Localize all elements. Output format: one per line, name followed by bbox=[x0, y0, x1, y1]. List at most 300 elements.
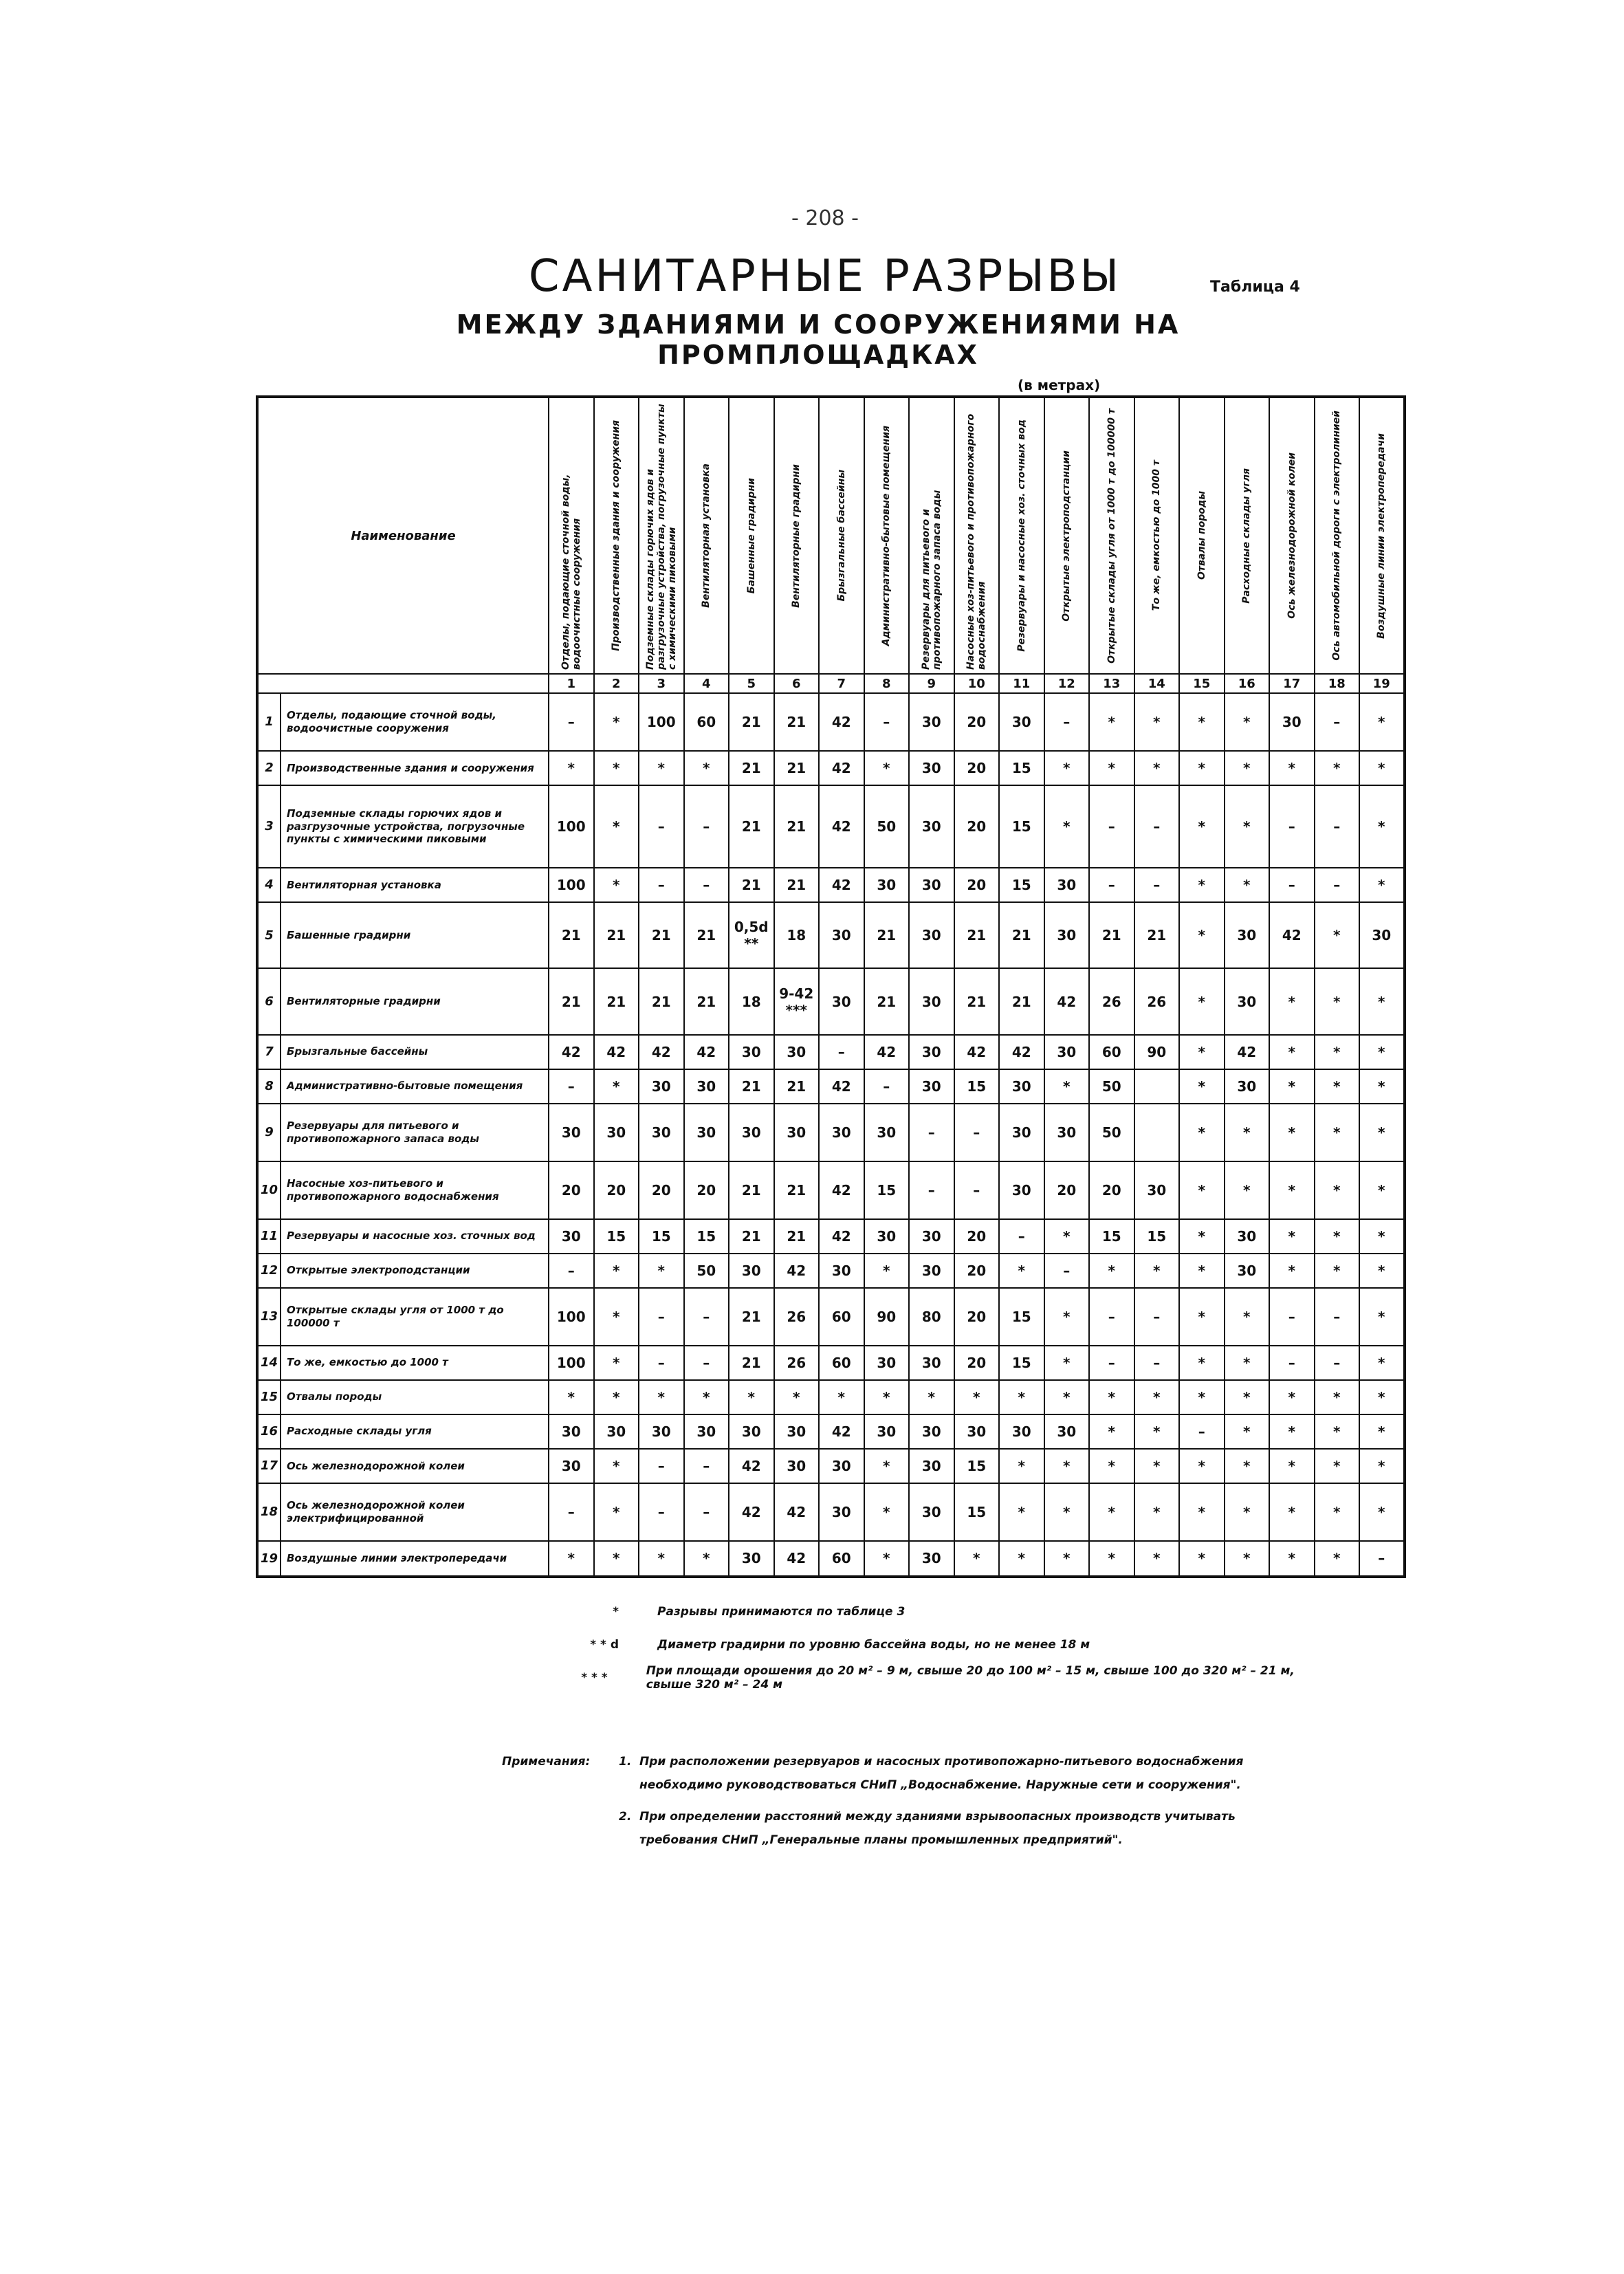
table-cell: * bbox=[1044, 1449, 1090, 1483]
table-cell: 21 bbox=[549, 968, 594, 1034]
legend-symbol: * * * bbox=[581, 1671, 608, 1685]
column-number: 19 bbox=[1359, 674, 1405, 693]
table-cell: * bbox=[1044, 1219, 1090, 1254]
table-cell: 20 bbox=[954, 751, 1000, 785]
table-cell: – bbox=[639, 1288, 684, 1346]
table-cell: 15 bbox=[999, 1288, 1044, 1346]
table-cell: 42 bbox=[774, 1541, 820, 1577]
table-cell: * bbox=[1359, 968, 1405, 1034]
table-cell: * bbox=[594, 1380, 639, 1414]
row-number: 6 bbox=[257, 968, 281, 1034]
column-header-12 bbox=[1044, 397, 1090, 674]
table-cell: 30 bbox=[594, 1104, 639, 1161]
page-number: - 208 - bbox=[791, 206, 859, 230]
table-cell: * bbox=[639, 1541, 684, 1577]
table-cell: * bbox=[1359, 1414, 1405, 1449]
table-cell: * bbox=[864, 751, 910, 785]
table-cell: * bbox=[1269, 1161, 1315, 1219]
row-name: Расходные склады угля bbox=[281, 1414, 549, 1449]
table-cell: * bbox=[864, 1254, 910, 1288]
table-cell: 30 bbox=[1044, 902, 1090, 968]
table-cell: 30 bbox=[549, 1414, 594, 1449]
column-header-label: Подземные склады горючих ядов и разгрузочные устройства, погрузочные пункты с химическими пиковыми bbox=[644, 404, 678, 670]
table-cell: * bbox=[1044, 1346, 1090, 1380]
table-cell: 9-42 *** bbox=[774, 968, 820, 1034]
table-cell: * bbox=[1269, 1104, 1315, 1161]
legend-item bbox=[550, 1628, 1306, 1661]
table-cell: * bbox=[1179, 1104, 1225, 1161]
column-header-10 bbox=[954, 397, 1000, 674]
table-cell: 21 bbox=[729, 1161, 774, 1219]
table-row bbox=[257, 1069, 1405, 1104]
table-cell: 21 bbox=[774, 1161, 820, 1219]
table-cell: * bbox=[594, 1254, 639, 1288]
table-row bbox=[257, 1414, 1405, 1449]
table-cell: – bbox=[1359, 1541, 1405, 1577]
table-row bbox=[257, 902, 1405, 968]
table-cell: 21 bbox=[594, 968, 639, 1034]
table-cell: * bbox=[1179, 751, 1225, 785]
row-name: Вентиляторная установка bbox=[281, 868, 549, 902]
table-cell: 42 bbox=[1269, 902, 1315, 968]
column-number: 15 bbox=[1179, 674, 1225, 693]
table-cell: * bbox=[1359, 1346, 1405, 1380]
table-cell: – bbox=[819, 1035, 864, 1069]
table-cell: * bbox=[684, 1541, 729, 1577]
note-number: 2. bbox=[619, 1810, 632, 1824]
table-cell: 42 bbox=[819, 1161, 864, 1219]
table-cell: * bbox=[1359, 1069, 1405, 1104]
table-cell: * bbox=[1359, 751, 1405, 785]
table-cell: 20 bbox=[954, 1346, 1000, 1380]
table-cell: 42 bbox=[819, 693, 864, 751]
table-cell: – bbox=[1089, 868, 1134, 902]
table-cell: 21 bbox=[774, 1069, 820, 1104]
table-row bbox=[257, 785, 1405, 868]
table-cell: * bbox=[1225, 868, 1270, 902]
table-cell: 15 bbox=[1134, 1219, 1180, 1254]
table-cell: * bbox=[1044, 1069, 1090, 1104]
table-cell: * bbox=[684, 751, 729, 785]
table-cell: * bbox=[1134, 751, 1180, 785]
table-cell: * bbox=[1269, 1483, 1315, 1541]
table-cell: 30 bbox=[729, 1254, 774, 1288]
table-cell: 42 bbox=[1225, 1035, 1270, 1069]
table-cell: 30 bbox=[909, 902, 954, 968]
table-cell: * bbox=[1089, 1254, 1134, 1288]
table-cell: 30 bbox=[864, 1346, 910, 1380]
table-cell: * bbox=[1269, 1035, 1315, 1069]
table-cell: 21 bbox=[774, 785, 820, 868]
table-row bbox=[257, 1035, 1405, 1069]
column-header-8 bbox=[864, 397, 910, 674]
column-header-label: Насосные хоз-питьевого и противопожарного водоснабжения bbox=[965, 413, 988, 670]
table-cell: 30 bbox=[774, 1414, 820, 1449]
column-number: 8 bbox=[864, 674, 910, 693]
row-name: Административно-бытовые помещения bbox=[281, 1069, 549, 1104]
column-number: 3 bbox=[639, 674, 684, 693]
column-header-label: Открытые склады угля от 1000 т до 100000 т bbox=[1106, 408, 1117, 664]
legend-symbol: * * d bbox=[590, 1638, 619, 1652]
table-cell: 21 bbox=[729, 785, 774, 868]
table-cell: * bbox=[864, 1541, 910, 1577]
table-cell: * bbox=[1359, 785, 1405, 868]
table-cell: * bbox=[1225, 693, 1270, 751]
table-cell: – bbox=[954, 1104, 1000, 1161]
column-number: 1 bbox=[549, 674, 594, 693]
table-cell: * bbox=[819, 1380, 864, 1414]
table-cell: * bbox=[1359, 1254, 1405, 1288]
row-number: 7 bbox=[257, 1035, 281, 1069]
table-cell: – bbox=[684, 868, 729, 902]
table-cell: – bbox=[639, 1346, 684, 1380]
table-cell: 42 bbox=[819, 1069, 864, 1104]
table-cell: * bbox=[1225, 1541, 1270, 1577]
table-cell: – bbox=[549, 1254, 594, 1288]
note-item bbox=[619, 1750, 1244, 1797]
column-header-label: Открытые электроподстанции bbox=[1061, 450, 1073, 622]
table-cell: 20 bbox=[954, 868, 1000, 902]
table-cell: 30 bbox=[864, 1414, 910, 1449]
row-number: 1 bbox=[257, 693, 281, 751]
table-cell: 30 bbox=[909, 1541, 954, 1577]
table-cell: * bbox=[954, 1380, 1000, 1414]
table-cell: 30 bbox=[819, 1254, 864, 1288]
table-cell: 21 bbox=[729, 1219, 774, 1254]
table-cell: 21 bbox=[729, 1346, 774, 1380]
table-cell: 30 bbox=[819, 1449, 864, 1483]
table-cell: 30 bbox=[909, 1254, 954, 1288]
table-cell: – bbox=[1134, 1288, 1180, 1346]
row-name: Резервуары для питьевого и противопожарного запаса воды bbox=[281, 1104, 549, 1161]
table-cell: * bbox=[1315, 751, 1360, 785]
notes-label: Примечания: bbox=[502, 1755, 591, 1769]
table-cell: * bbox=[1225, 1380, 1270, 1414]
table-cell: * bbox=[1359, 1219, 1405, 1254]
table-cell: 21 bbox=[954, 902, 1000, 968]
row-number: 14 bbox=[257, 1346, 281, 1380]
table-cell: 42 bbox=[999, 1035, 1044, 1069]
table-cell: 30 bbox=[684, 1414, 729, 1449]
table-cell: – bbox=[639, 785, 684, 868]
table-cell: * bbox=[1269, 1414, 1315, 1449]
table-cell: 30 bbox=[909, 1069, 954, 1104]
table-cell: * bbox=[594, 1541, 639, 1577]
table-cell: 60 bbox=[684, 693, 729, 751]
table-cell: * bbox=[1179, 693, 1225, 751]
table-cell: 100 bbox=[549, 1288, 594, 1346]
table-cell: 30 bbox=[639, 1069, 684, 1104]
table-cell: * bbox=[1315, 1380, 1360, 1414]
column-number: 14 bbox=[1134, 674, 1180, 693]
table-cell: 50 bbox=[1089, 1069, 1134, 1104]
table-cell: * bbox=[1134, 1414, 1180, 1449]
table-cell: 30 bbox=[729, 1104, 774, 1161]
table-cell: 21 bbox=[954, 968, 1000, 1034]
table-row bbox=[257, 1380, 1405, 1414]
table-cell: – bbox=[684, 1288, 729, 1346]
column-header-15 bbox=[1179, 397, 1225, 674]
table-cell: 30 bbox=[729, 1414, 774, 1449]
table-cell: 50 bbox=[1089, 1104, 1134, 1161]
table-cell: 30 bbox=[1225, 1219, 1270, 1254]
table-cell: * bbox=[1269, 1541, 1315, 1577]
table-cell: * bbox=[1179, 1541, 1225, 1577]
table-cell: 30 bbox=[684, 1104, 729, 1161]
table-cell: 30 bbox=[909, 1483, 954, 1541]
table-cell: 30 bbox=[1225, 1254, 1270, 1288]
table-cell: * bbox=[549, 1541, 594, 1577]
table-cell: * bbox=[1089, 1449, 1134, 1483]
header-name: Наименование bbox=[257, 397, 549, 674]
table-cell: * bbox=[1134, 1449, 1180, 1483]
note-item bbox=[619, 1805, 1244, 1852]
column-header-label: Резервуары для питьевого и противопожарного запаса воды bbox=[920, 490, 943, 670]
table-cell: 50 bbox=[684, 1254, 729, 1288]
legend-symbol: * bbox=[613, 1605, 619, 1619]
table-cell: – bbox=[864, 1069, 910, 1104]
table-cell: 26 bbox=[774, 1288, 820, 1346]
note-text: При расположении резервуаров и насосных противопожарно-питьевого водоснабжения необходимо руководствоваться СНиП „Водоснабжение. Наружные сети и сооружения". bbox=[639, 1755, 1244, 1792]
table-cell: 42 bbox=[819, 785, 864, 868]
table-cell: * bbox=[1359, 693, 1405, 751]
column-header-7 bbox=[819, 397, 864, 674]
row-name: Ось железнодорожной колеи bbox=[281, 1449, 549, 1483]
row-name: Брызгальные бассейны bbox=[281, 1035, 549, 1069]
table-row bbox=[257, 868, 1405, 902]
table-cell: 42 bbox=[819, 868, 864, 902]
table-cell: 15 bbox=[594, 1219, 639, 1254]
column-header-9 bbox=[909, 397, 954, 674]
column-header-label: Отвалы породы bbox=[1196, 491, 1207, 580]
table-cell: * bbox=[1225, 1161, 1270, 1219]
row-number: 18 bbox=[257, 1483, 281, 1541]
column-number: 13 bbox=[1089, 674, 1134, 693]
column-number: 10 bbox=[954, 674, 1000, 693]
column-header-14 bbox=[1134, 397, 1180, 674]
table-cell: – bbox=[1269, 785, 1315, 868]
table-cell: * bbox=[594, 751, 639, 785]
table-cell: 30 bbox=[909, 1219, 954, 1254]
table-cell: 21 bbox=[864, 902, 910, 968]
row-name: Башенные градирни bbox=[281, 902, 549, 968]
table-cell: 30 bbox=[549, 1219, 594, 1254]
row-name: Производственные здания и сооружения bbox=[281, 751, 549, 785]
table-cell: 15 bbox=[864, 1161, 910, 1219]
table-cell: * bbox=[1225, 1449, 1270, 1483]
table-cell: 80 bbox=[909, 1288, 954, 1346]
table-cell: * bbox=[1089, 693, 1134, 751]
table-cell: * bbox=[999, 1483, 1044, 1541]
table-cell: * bbox=[1179, 968, 1225, 1034]
row-number: 5 bbox=[257, 902, 281, 968]
table-row bbox=[257, 1346, 1405, 1380]
table-cell: 21 bbox=[1089, 902, 1134, 968]
table-cell: 42 bbox=[1044, 968, 1090, 1034]
row-name: Открытые склады угля от 1000 т до 100000 т bbox=[281, 1288, 549, 1346]
table-cell: 18 bbox=[774, 902, 820, 968]
table-cell: * bbox=[1225, 1346, 1270, 1380]
column-header-label: Отделы, подающие сточной воды, водоочистные сооружения bbox=[560, 474, 582, 670]
table-cell: 30 bbox=[999, 1161, 1044, 1219]
column-header-label: Брызгальные бассейны bbox=[835, 470, 847, 602]
table-cell: 30 bbox=[909, 751, 954, 785]
row-number: 9 bbox=[257, 1104, 281, 1161]
table-cell: * bbox=[1179, 1219, 1225, 1254]
table-cell: * bbox=[1179, 1161, 1225, 1219]
table-cell: – bbox=[1269, 868, 1315, 902]
table-cell: 21 bbox=[1134, 902, 1180, 968]
table-cell: 30 bbox=[999, 1104, 1044, 1161]
table-cell: * bbox=[1359, 1104, 1405, 1161]
table-cell: * bbox=[1134, 1380, 1180, 1414]
table-cell: 42 bbox=[774, 1254, 820, 1288]
table-cell: * bbox=[594, 693, 639, 751]
table-cell: 30 bbox=[1044, 868, 1090, 902]
column-header-4 bbox=[684, 397, 729, 674]
table-cell: * bbox=[774, 1380, 820, 1414]
column-header-label: Ось автомобильной дороги с электролинией bbox=[1331, 411, 1343, 661]
table-cell: 90 bbox=[864, 1288, 910, 1346]
table-cell: * bbox=[594, 1069, 639, 1104]
table-cell: 60 bbox=[819, 1346, 864, 1380]
table-cell: * bbox=[1359, 1288, 1405, 1346]
table-cell: 60 bbox=[1089, 1035, 1134, 1069]
column-number: 6 bbox=[774, 674, 820, 693]
table-cell: – bbox=[1269, 1288, 1315, 1346]
table-cell bbox=[1134, 1069, 1180, 1104]
table-cell: * bbox=[1359, 1035, 1405, 1069]
table-cell: – bbox=[1134, 785, 1180, 868]
table-cell: * bbox=[864, 1449, 910, 1483]
table-cell: – bbox=[1315, 785, 1360, 868]
table-cell: 30 bbox=[864, 1219, 910, 1254]
table-cell: 60 bbox=[819, 1541, 864, 1577]
table-cell: * bbox=[1179, 868, 1225, 902]
table-cell: * bbox=[1269, 1449, 1315, 1483]
table-cell: 21 bbox=[729, 693, 774, 751]
column-header-label: Вентиляторная установка bbox=[701, 463, 712, 608]
table-cell: * bbox=[1225, 1483, 1270, 1541]
table-cell: – bbox=[639, 1483, 684, 1541]
table-cell: – bbox=[1134, 1346, 1180, 1380]
table-cell: * bbox=[1315, 1035, 1360, 1069]
table-cell: 30 bbox=[729, 1541, 774, 1577]
table-cell: 30 bbox=[819, 902, 864, 968]
table-cell: * bbox=[1044, 1541, 1090, 1577]
table-cell: 21 bbox=[594, 902, 639, 968]
table-cell: 21 bbox=[729, 868, 774, 902]
table-cell: * bbox=[1179, 902, 1225, 968]
table-cell: 30 bbox=[909, 868, 954, 902]
table-cell: – bbox=[639, 1449, 684, 1483]
row-number: 15 bbox=[257, 1380, 281, 1414]
table-cell: 15 bbox=[999, 751, 1044, 785]
table-cell: 30 bbox=[729, 1035, 774, 1069]
table-cell: – bbox=[954, 1161, 1000, 1219]
row-number: 3 bbox=[257, 785, 281, 868]
table-cell: 30 bbox=[774, 1104, 820, 1161]
table-cell: * bbox=[1269, 1069, 1315, 1104]
table-cell: 30 bbox=[639, 1104, 684, 1161]
table-cell: 30 bbox=[1044, 1035, 1090, 1069]
table-cell: 30 bbox=[864, 1104, 910, 1161]
table-cell: * bbox=[1179, 1346, 1225, 1380]
column-header-label: То же, емкостью до 1000 т bbox=[1151, 460, 1163, 611]
table-cell: * bbox=[1179, 1449, 1225, 1483]
table-cell: * bbox=[1089, 751, 1134, 785]
legend-text: Разрывы принимаются по таблице 3 bbox=[657, 1605, 906, 1619]
table-cell: – bbox=[684, 1346, 729, 1380]
table-cell: 90 bbox=[1134, 1035, 1180, 1069]
row-name: Ось железнодорожной колеи электрифицированной bbox=[281, 1483, 549, 1541]
legend-text: При площади орошения до 20 м² – 9 м, свыше 20 до 100 м² – 15 м, свыше 100 до 320 м² – 21 м, свыше 320 м² – 24 м bbox=[646, 1664, 1295, 1692]
table-cell: 21 bbox=[774, 868, 820, 902]
row-name: Насосные хоз-питьевого и противопожарного водоснабжения bbox=[281, 1161, 549, 1219]
column-header-label: Ось железнодорожной колеи bbox=[1286, 452, 1297, 619]
table-cell: * bbox=[1315, 1449, 1360, 1483]
column-header-13 bbox=[1089, 397, 1134, 674]
table-cell: * bbox=[684, 1380, 729, 1414]
table-cell: 26 bbox=[1134, 968, 1180, 1034]
table-cell: 30 bbox=[1044, 1104, 1090, 1161]
table-cell: * bbox=[1315, 1541, 1360, 1577]
table-row bbox=[257, 1219, 1405, 1254]
column-header-16 bbox=[1225, 397, 1270, 674]
table-cell: * bbox=[1089, 1414, 1134, 1449]
legend-item bbox=[550, 1595, 1306, 1628]
table-cell: * bbox=[1359, 1449, 1405, 1483]
table-cell: – bbox=[549, 693, 594, 751]
column-header-label: Расходные склады угля bbox=[1241, 468, 1253, 604]
row-number: 13 bbox=[257, 1288, 281, 1346]
table-cell: 30 bbox=[1225, 968, 1270, 1034]
table-cell: * bbox=[1269, 1380, 1315, 1414]
table-row bbox=[257, 1288, 1405, 1346]
column-number: 9 bbox=[909, 674, 954, 693]
table-cell: * bbox=[1315, 1219, 1360, 1254]
table-cell: * bbox=[1225, 785, 1270, 868]
table-cell: 30 bbox=[774, 1449, 820, 1483]
note-text: При определении расстояний между зданиями взрывоопасных производств учитывать требования СНиП „Генеральные планы промышленных предприятий". bbox=[639, 1810, 1236, 1847]
table-cell: * bbox=[1179, 1069, 1225, 1104]
table-cell: 15 bbox=[684, 1219, 729, 1254]
table-cell: – bbox=[1044, 693, 1090, 751]
table-cell: * bbox=[1225, 1288, 1270, 1346]
table-cell: * bbox=[1044, 785, 1090, 868]
table-cell: 21 bbox=[729, 751, 774, 785]
table-cell: * bbox=[1225, 1104, 1270, 1161]
column-number: 12 bbox=[1044, 674, 1090, 693]
column-number: 11 bbox=[999, 674, 1044, 693]
distance-table bbox=[256, 395, 1406, 1578]
table-cell: – bbox=[549, 1069, 594, 1104]
table-cell: 42 bbox=[819, 1414, 864, 1449]
column-header-label: Производственные здания и сооружения bbox=[611, 420, 622, 651]
legend bbox=[550, 1595, 1306, 1694]
row-name: Подземные склады горючих ядов и разгрузочные устройства, погрузочные пункты с химическими пиковыми bbox=[281, 785, 549, 868]
table-cell: 30 bbox=[594, 1414, 639, 1449]
column-header-19 bbox=[1359, 397, 1405, 674]
table-cell: 21 bbox=[999, 968, 1044, 1034]
row-name: Резервуары и насосные хоз. сточных вод bbox=[281, 1219, 549, 1254]
row-name: Вентиляторные градирни bbox=[281, 968, 549, 1034]
table-cell: – bbox=[1089, 1288, 1134, 1346]
table-cell: * bbox=[1089, 1483, 1134, 1541]
table-cell: * bbox=[1225, 1414, 1270, 1449]
row-number: 12 bbox=[257, 1254, 281, 1288]
table-cell: * bbox=[1134, 1254, 1180, 1288]
